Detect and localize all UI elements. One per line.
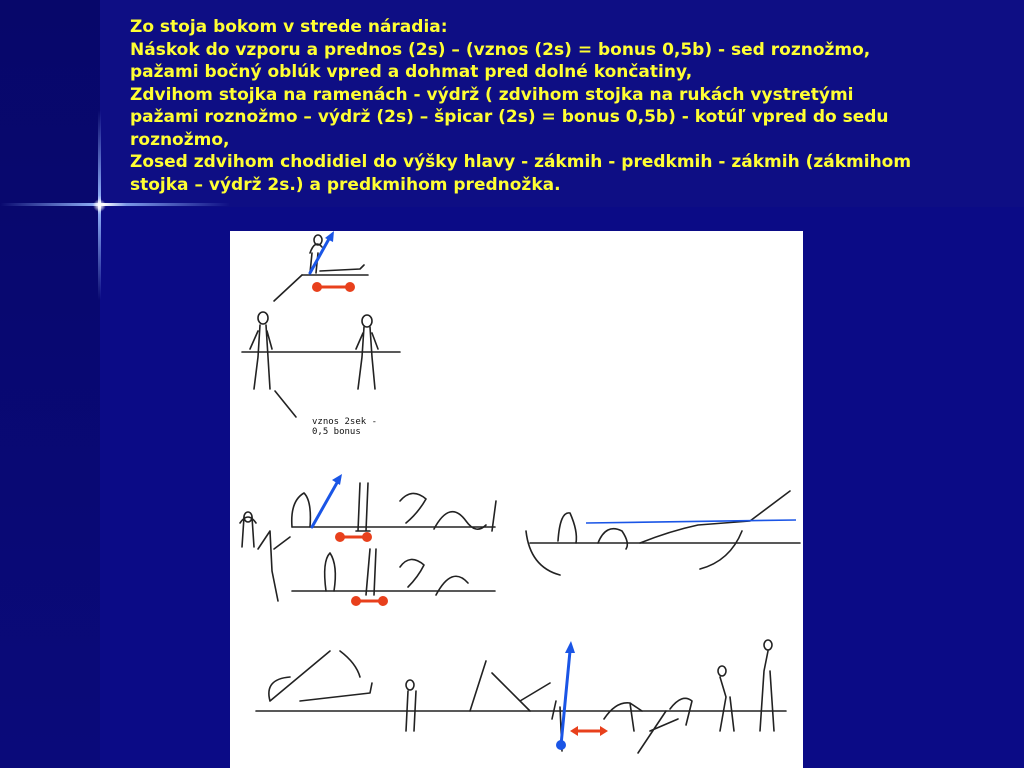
figure-sketch-6	[356, 483, 370, 531]
text-line: Náskok do vzporu a prednos (2s) – (vznos (2s) = bonus 0,5b) - sed roznožmo,	[130, 39, 871, 60]
figure-sketch-14	[325, 553, 336, 591]
arc-sketch	[340, 651, 360, 677]
figure-sketch-18	[269, 651, 372, 701]
figure-sketch-17	[436, 576, 468, 595]
bar-overlay-line	[586, 520, 796, 523]
caption-line: vznos 2sek -	[312, 417, 378, 427]
text-line: roznožmo,	[130, 129, 230, 150]
figure-sketch-13	[258, 531, 290, 601]
figure-sketch-24	[720, 677, 734, 731]
slide-text-block	[130, 16, 1000, 196]
figure-sketch-11	[598, 529, 627, 549]
figure-sketch-20	[470, 661, 550, 711]
text-line: pažami bočný oblúk vpred a dohmat pred dolné končatiny,	[130, 62, 693, 82]
figure-sketch-12	[640, 491, 790, 543]
figure-sketch-22	[604, 703, 642, 731]
text-line: Zdvihom stojka na ramenách - výdrž ( zdvihom stojka na rukách vystretými	[130, 84, 854, 105]
text-line: stojka – výdrž 2s.) a predkmihom prednožka.	[130, 174, 561, 195]
arrow-icon	[561, 651, 570, 745]
figure-sketch-10	[558, 513, 576, 543]
sparkle-decoration	[0, 203, 230, 206]
guide-line	[274, 275, 302, 301]
text-line: Zo stoja bokom v strede náradia:	[130, 17, 448, 37]
figure-sketch-15	[366, 549, 376, 595]
sparkle-star-icon	[93, 199, 106, 212]
illustration-caption	[312, 417, 392, 437]
figure-sketch-7	[400, 493, 426, 523]
caption-line: 0,5 bonus	[312, 427, 361, 437]
arrow-icon	[312, 481, 338, 527]
figure-sketch-25	[760, 651, 774, 731]
exercise-sketch	[230, 231, 803, 768]
gymnastics-illustration	[230, 231, 803, 768]
arrow-icon	[310, 237, 330, 273]
text-line: pažami roznožmo – výdrž (2s) – špicar (2s) = bonus 0,5b) - kotúľ vpred do sedu	[130, 107, 889, 127]
text-line: Zosed zdvihom chodidiel do výšky hlavy - zákmih - predkmih - zákmih (zákmihom	[130, 152, 912, 172]
figure-sketch-26	[638, 711, 678, 753]
guide-line	[275, 391, 296, 417]
figure-sketch-2	[250, 312, 272, 389]
figure-sketch-16	[400, 559, 424, 587]
arrow-start-dot	[556, 740, 566, 750]
figure-sketch-5	[292, 493, 311, 527]
left-background-band	[0, 0, 100, 768]
